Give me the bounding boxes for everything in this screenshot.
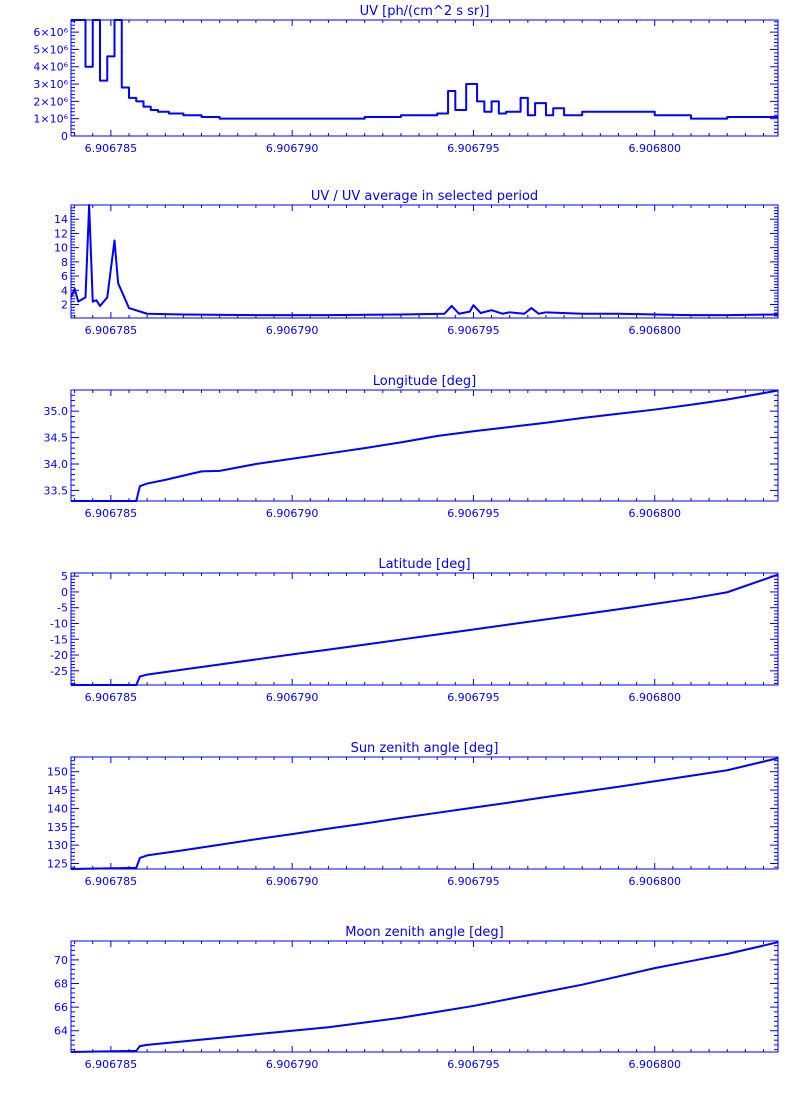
x-tick-label: 6.906790	[265, 324, 319, 337]
x-tick-label: 6.906795	[447, 507, 500, 520]
y-tick-label: 33.5	[43, 484, 68, 498]
plot-frame	[71, 757, 778, 869]
plot-frame	[71, 205, 778, 318]
y-tick-label: 64	[54, 1024, 68, 1038]
series-line	[71, 942, 778, 1052]
y-tick-label: 130	[47, 839, 68, 853]
y-tick-label: 4	[61, 284, 68, 298]
panel-title: UV / UV average in selected period	[310, 189, 539, 204]
plot-frame	[71, 20, 778, 136]
x-tick-label: 6.906795	[447, 875, 500, 888]
x-tick-label: 6.906790	[265, 875, 319, 888]
y-tick-label: 8	[61, 255, 68, 269]
y-tick-label: -5	[57, 601, 68, 615]
x-tick-label: 6.906785	[84, 875, 138, 888]
x-tick-label: 6.906785	[84, 1058, 138, 1071]
x-tick-label: 6.906785	[84, 507, 138, 520]
series-line	[71, 391, 778, 501]
y-tick-label: 5	[61, 570, 68, 584]
y-tick-label: -25	[50, 664, 68, 678]
x-tick-label: 6.906795	[447, 142, 500, 155]
y-tick-label: 4×10⁶	[33, 60, 68, 74]
y-tick-label: 1×10⁶	[33, 112, 68, 126]
panel-title: UV [ph/(cm^2 s sr)]	[359, 4, 490, 19]
y-tick-label: -15	[50, 633, 68, 647]
series-line	[71, 205, 778, 315]
series-line	[71, 758, 778, 869]
x-tick-label: 6.906795	[447, 691, 500, 704]
y-tick-label: 0	[61, 585, 68, 599]
x-tick-label: 6.906800	[628, 691, 681, 704]
y-tick-label: -10	[50, 617, 68, 631]
y-tick-label: 34.0	[43, 458, 68, 471]
y-tick-label: 125	[47, 857, 68, 871]
panel-title: Moon zenith angle [deg]	[345, 925, 504, 940]
x-tick-label: 6.906785	[84, 142, 138, 155]
x-tick-label: 6.906795	[447, 324, 500, 337]
x-tick-label: 6.906785	[84, 324, 138, 337]
y-tick-label: 68	[54, 977, 68, 991]
x-tick-label: 6.906800	[628, 875, 681, 888]
y-tick-label: 5×10⁶	[33, 43, 68, 57]
y-tick-label: 0	[61, 130, 68, 143]
plot-frame	[71, 941, 778, 1052]
series-line	[71, 575, 778, 685]
y-tick-label: 2	[61, 298, 68, 312]
x-tick-label: 6.906800	[628, 1058, 681, 1071]
x-tick-label: 6.906800	[628, 142, 681, 155]
y-tick-label: -20	[50, 649, 68, 663]
y-tick-label: 140	[47, 802, 68, 816]
y-tick-label: 150	[47, 765, 68, 779]
x-tick-label: 6.906800	[628, 507, 681, 520]
y-tick-label: 145	[47, 784, 68, 798]
x-tick-label: 6.906790	[265, 142, 319, 155]
panel-title: Latitude [deg]	[378, 557, 471, 572]
panel-title: Longitude [deg]	[372, 374, 477, 389]
y-tick-label: 3×10⁶	[33, 78, 68, 92]
x-tick-label: 6.906790	[265, 691, 319, 704]
y-tick-label: 6×10⁶	[33, 26, 68, 40]
x-tick-label: 6.906795	[447, 1058, 500, 1071]
y-tick-label: 2×10⁶	[33, 95, 68, 109]
y-tick-label: 35.0	[43, 405, 68, 419]
x-tick-label: 6.906800	[628, 324, 681, 337]
y-tick-label: 6	[61, 270, 68, 284]
x-tick-label: 6.906785	[84, 691, 138, 704]
y-tick-label: 12	[54, 227, 68, 241]
x-tick-label: 6.906790	[265, 507, 319, 520]
series-line	[71, 20, 778, 119]
y-tick-label: 135	[47, 820, 68, 834]
y-tick-label: 66	[54, 1001, 68, 1015]
panel-title: Sun zenith angle [deg]	[350, 741, 499, 756]
x-tick-label: 6.906790	[265, 1058, 319, 1071]
plot-frame	[71, 573, 778, 685]
y-tick-label: 70	[54, 953, 68, 967]
y-tick-label: 10	[54, 241, 68, 255]
y-tick-label: 14	[54, 213, 68, 227]
y-tick-label: 34.5	[43, 431, 68, 445]
